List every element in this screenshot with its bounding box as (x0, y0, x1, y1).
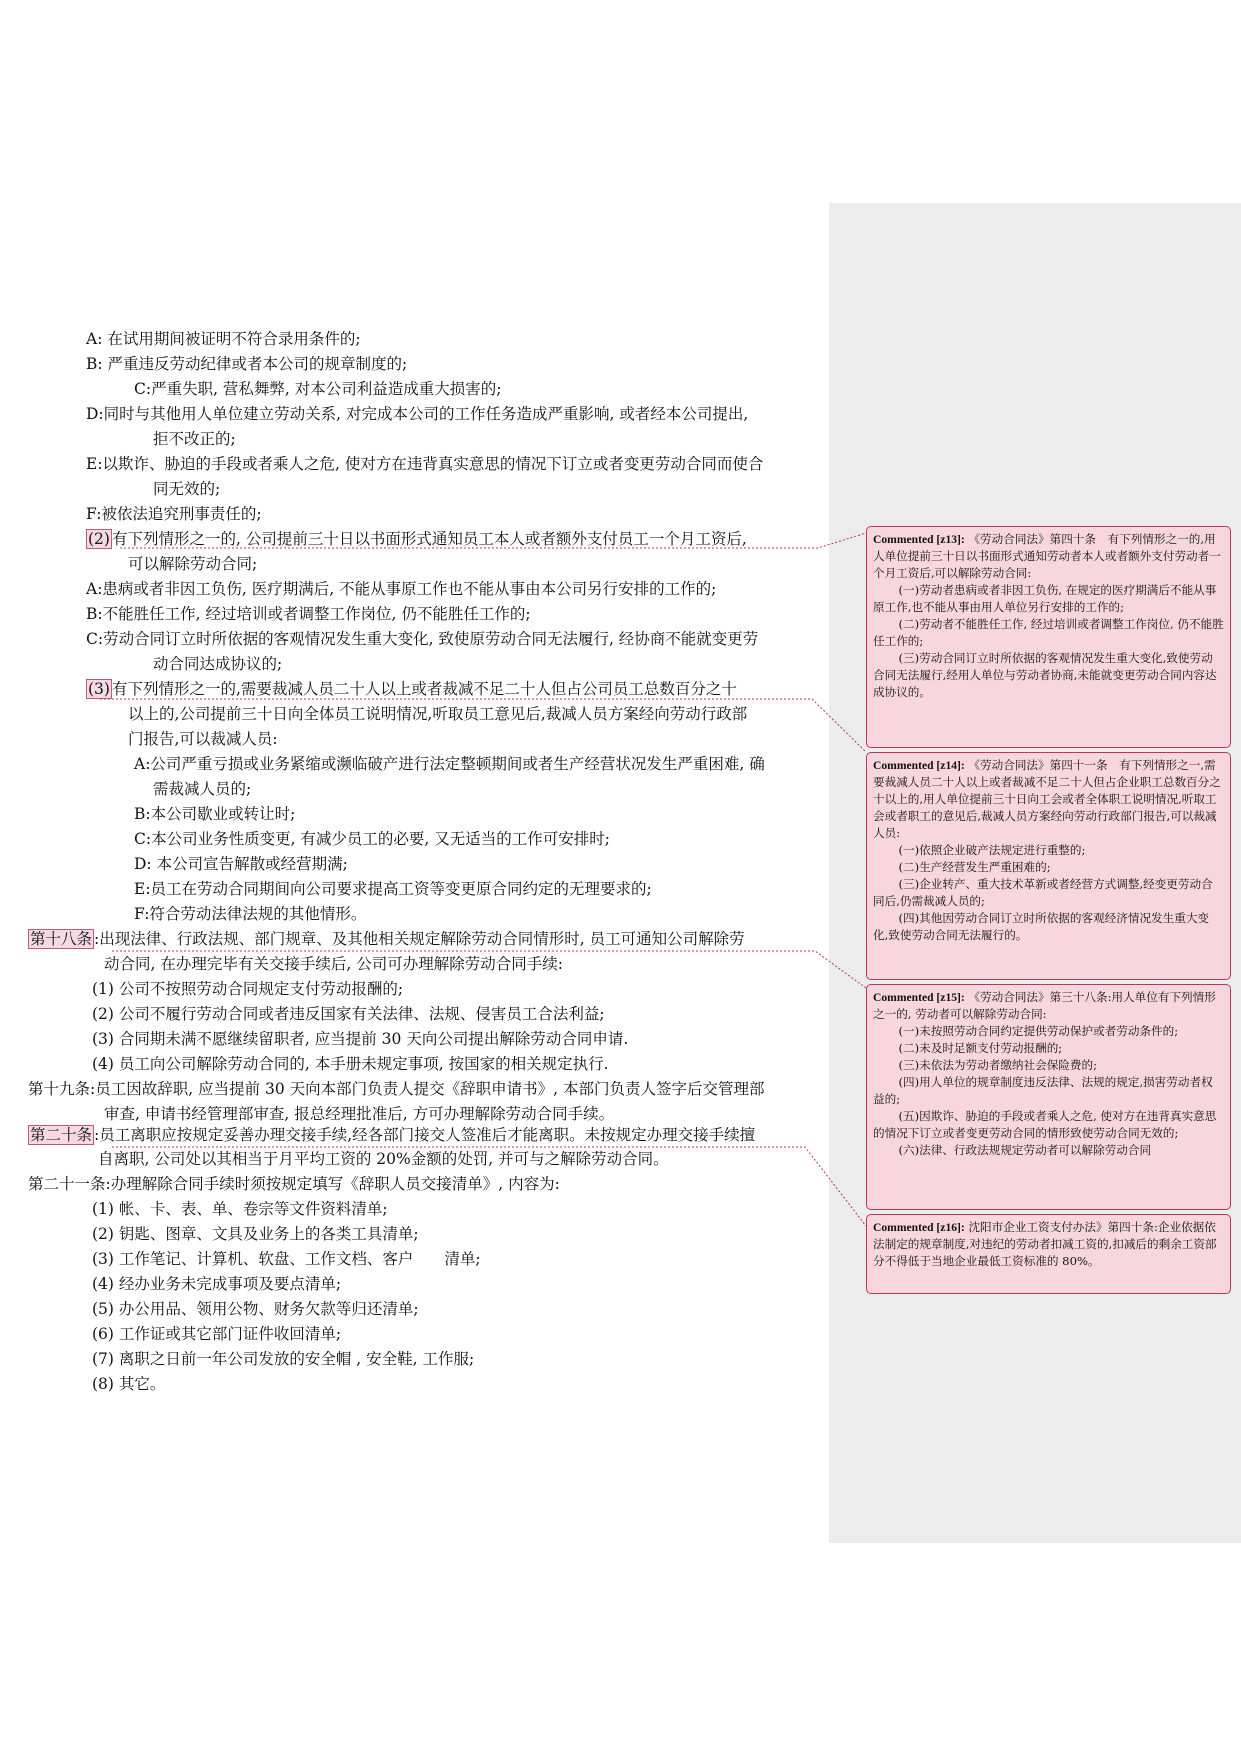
comment-anchor-z14[interactable]: (3) (88, 680, 110, 698)
article-18-item-1: (1) 公司不按照劳动合同规定支付劳动报酬的; (92, 980, 404, 998)
handover-item-4: (4) 经办业务未完成事项及要点清单; (92, 1275, 342, 1293)
article-18-text: :出现法律、行政法规、部门规章、及其他相关规定解除劳动合同情形时, 员工可通知公司解除劳 (94, 930, 745, 948)
clause-b-discipline: B: 严重违反劳动纪律或者本公司的规章制度的; (86, 355, 408, 373)
clause-3-heading (86, 679, 737, 699)
comment-text: (二)未及时足额支付劳动报酬的; (898, 1041, 1063, 1055)
clause-3c-business-change: C:本公司业务性质变更, 有减少员工的必要, 又无适当的工作可安排时; (134, 830, 611, 848)
comment-text: (一)未按照劳动合同约定提供劳动保护或者劳动条件的; (898, 1024, 1179, 1038)
clause-d-continued: 拒不改正的; (153, 430, 236, 448)
clause-3f-other: F:符合劳动法律法规的其他情形。 (134, 905, 367, 923)
comment-text: (一)劳动者患病或者非因工负伤, 在规定的医疗期满后不能从事原工作,也不能从事由用人单位另行安排的工作的; (873, 583, 1217, 614)
comment-anchor-z15[interactable]: 第十八条 (30, 930, 93, 948)
article-18-continued: 动合同, 在办理完毕有关交接手续后, 公司可办理解除劳动合同手续: (104, 955, 563, 973)
comment-text: (四)用人单位的规章制度违反法律、法规的规定,损害劳动者权益的; (873, 1075, 1213, 1106)
comment-text: 《劳动合同法》第三十八条:用人单位有下列情形之一的, 劳动者可以解除劳动合同: (873, 990, 1216, 1021)
comment-text: 《劳动合同法》第四十一条 有下列情形之一,需要裁减人员二十人以上或者裁减不足二十人但占企业职工总数百分之十以上的,用人单位提前三十日向工会或者全体职工说明情况,听取工会或者职工的意见后,裁减人员方案经向劳动行政部门报告,可以裁减人员: (873, 758, 1221, 840)
comment-text: (三)未依法为劳动者缴纳社会保险费的; (898, 1058, 1097, 1072)
clause-3a-losses: A:公司严重亏损或业务紧缩或濒临破产进行法定整顿期间或者生产经营状况发生严重困难, 确 (134, 755, 765, 773)
comment-label: Commented [z13]: (873, 533, 965, 546)
comment-anchor-z16[interactable]: 第二十条 (30, 1126, 93, 1144)
clause-3a-continued: 需裁减人员的; (153, 780, 252, 798)
comment-text: (三)劳动合同订立时所依据的客观情况发生重大变化,致使劳动合同无法履行,经用人单位与劳动者协商,未能就变更劳动合同内容达成协议的。 (873, 651, 1217, 699)
comment-balloon-z15[interactable] (866, 984, 1231, 1210)
clause-3d-dissolution: D: 本公司宣告解散或经营期满; (134, 855, 348, 873)
handover-item-5: (5) 办公用品、领用公物、财务欠款等归还清单; (92, 1300, 419, 1318)
article-18-item-2: (2) 公司不履行劳动合同或者违反国家有关法律、法规、侵害员工合法利益; (92, 1005, 605, 1023)
comment-balloon-z14[interactable] (866, 752, 1231, 980)
comment-text: 《劳动合同法》第四十条 有下列情形之一的,用人单位提前三十日以书面形式通知劳动者本人或者额外支付劳动者一个月工资后,可以解除劳动合同: (873, 532, 1221, 580)
clause-2-heading (86, 529, 747, 549)
clause-2b-incompetent: B:不能胜任工作, 经过培训或者调整工作岗位, 仍不能胜任工作的; (86, 605, 531, 623)
comment-balloon-z16[interactable] (866, 1214, 1231, 1294)
clause-3-continued-1: 以上的,公司提前三十日向全体员工说明情况,听取员工意见后,裁减人员方案经向劳动行政部 (128, 705, 748, 723)
article-19-continued: 审查, 申请书经管理部审查, 报总经理批准后, 方可办理解除劳动合同手续。 (104, 1105, 615, 1123)
clause-3-text: 有下列情形之一的,需要裁减人员二十人以上或者裁减不足二十人但占公司员工总数百分之十 (111, 680, 737, 698)
clause-2-text: 有下列情形之一的, 公司提前三十日以书面形式通知员工本人或者额外支付员工一个月工资后, (111, 530, 747, 548)
article-18-item-4: (4) 员工向公司解除劳动合同的, 本手册未规定事项, 按国家的相关规定执行. (92, 1055, 609, 1073)
article-20-heading (28, 1125, 755, 1145)
article-20-continued: 自离职, 公司处以其相当于月平均工资的 20%金额的处罚, 并可与之解除劳动合同。 (98, 1150, 669, 1168)
clause-2-continued: 可以解除劳动合同; (128, 555, 258, 573)
handover-item-6: (6) 工作证或其它部门证件收回清单; (92, 1325, 342, 1343)
handover-item-7: (7) 离职之日前一年公司发放的安全帽 , 安全鞋, 工作服; (92, 1350, 475, 1368)
handover-item-3: (3) 工作笔记、计算机、软盘、工作文档、客户 清单; (92, 1250, 481, 1268)
clause-3b-closure: B:本公司歇业或转让时; (134, 805, 296, 823)
comment-text: (二)生产经营发生严重困难的; (898, 860, 1051, 874)
clause-a-probation: A: 在试用期间被证明不符合录用条件的; (86, 330, 361, 348)
comment-label: Commented [z15]: (873, 991, 965, 1004)
clause-e-fraud: E:以欺诈、胁迫的手段或者乘人之危, 使对方在违背真实意思的情况下订立或者变更劳动合同而使合 (86, 455, 764, 473)
comment-label: Commented [z16]: (873, 1221, 965, 1234)
handover-item-1: (1) 帐、卡、表、单、卷宗等文件资料清单; (92, 1200, 388, 1218)
article-18-heading (28, 929, 745, 949)
clause-2a-illness: A:患病或者非因工负伤, 医疗期满后, 不能从事原工作也不能从事由本公司另行安排的工作的; (86, 580, 717, 598)
handover-item-2: (2) 钥匙、图章、文具及业务上的各类工具清单; (92, 1225, 419, 1243)
comment-balloon-z13[interactable] (866, 526, 1231, 748)
clause-3-continued-2: 门报告,可以裁减人员: (128, 730, 278, 748)
comment-anchor-z13[interactable]: (2) (88, 530, 110, 548)
comment-text: (三)企业转产、重大技术革新或者经营方式调整,经变更劳动合同后,仍需裁减人员的; (873, 877, 1213, 908)
article-20-text: :员工离职应按规定妥善办理交接手续,经各部门接交人签准后才能离职。未按规定办理交接手续擅 (94, 1126, 756, 1144)
comment-text: (五)因欺诈、胁迫的手段或者乘人之危, 使对方在违背真实意思的情况下订立或者变更劳动合同的情形致使劳动合同无效的; (873, 1109, 1217, 1140)
clause-f-criminal: F:被依法追究刑事责任的; (86, 505, 262, 523)
comment-text: 沈阳市企业工资支付办法》第四十条:企业依据依法制定的规章制度,对违纪的劳动者扣减工资的,扣减后的剩余工资部分不得低于当地企业最低工资标准的 80%。 (873, 1220, 1217, 1268)
handover-item-8: (8) 其它。 (92, 1375, 166, 1393)
clause-d-dual-employment: D:同时与其他用人单位建立劳动关系, 对完成本公司的工作任务造成严重影响, 或者经本公司提出, (86, 405, 749, 423)
clause-2c-circumstances: C:劳动合同订立时所依据的客观情况发生重大变化, 致使原劳动合同无法履行, 经协商不能就变更劳 (86, 630, 759, 648)
clause-3e-demands: E:员工在劳动合同期间向公司要求提高工资等变更原合同约定的无理要求的; (134, 880, 652, 898)
article-19: 第十九条:员工因故辞职, 应当提前 30 天向本部门负责人提交《辞职申请书》, 本部门负责人签字后交管理部 (28, 1080, 765, 1098)
comment-text: (四)其他因劳动合同订立时所依据的客观经济情况发生重大变化,致使劳动合同无法履行的。 (873, 911, 1210, 942)
clause-2c-continued: 动合同达成协议的; (153, 655, 283, 673)
clause-e-continued: 同无效的; (153, 480, 221, 498)
comment-text: (一)依照企业破产法规定进行重整的; (898, 843, 1086, 857)
comment-text: (二)劳动者不能胜任工作, 经过培训或者调整工作岗位, 仍不能胜任工作的; (873, 617, 1224, 648)
comment-label: Commented [z14]: (873, 759, 965, 772)
article-21: 第二十一条:办理解除合同手续时须按规定填写《辞职人员交接清单》, 内容为: (28, 1175, 560, 1193)
article-18-item-3: (3) 合同期未满不愿继续留职者, 应当提前 30 天向公司提出解除劳动合同申请. (92, 1030, 629, 1048)
clause-c-negligence: C:严重失职, 营私舞弊, 对本公司利益造成重大损害的; (134, 380, 502, 398)
comment-text: (六)法律、行政法规规定劳动者可以解除劳动合同 (898, 1143, 1152, 1157)
